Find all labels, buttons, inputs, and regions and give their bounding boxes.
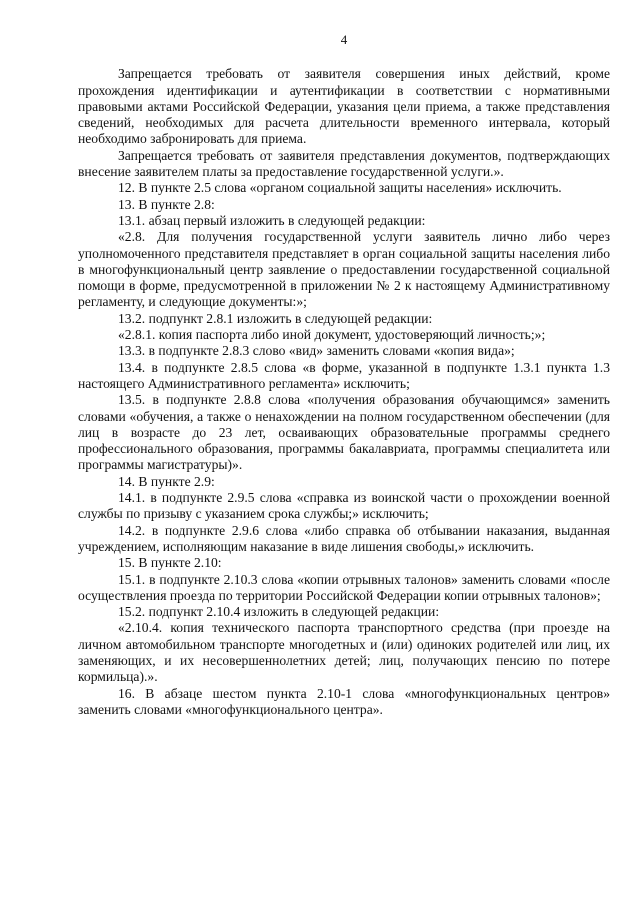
paragraph-prohibition-documents: Запрещается требовать от заявителя представления документов, подтверждающих внесение заявителем платы за предоставление государственной услуги.». [78,147,610,180]
document-page [78,32,610,718]
paragraph-quote-2-10-4: «2.10.4. копия технического паспорта транспортного средства (при проезде на личном автомобильном транспорте многодетных и (или) одиноких родителей или лиц, их заменяющих, и их несовершеннолетних детей; лиц, получающих пенсию по потере кормильца).». [78,620,610,685]
paragraph-item-13-1: 13.1. абзац первый изложить в следующей редакции: [118,212,426,228]
paragraph-item-13-5: 13.5. в подпункте 2.8.8 слова «получения образования обучающимся» заменить словами «обучения, а также о ненахождении на полном государственном обеспечении (для лиц в возрасте до 23 лет, осваивающих образовательные программы среднего профессионального образования, программы бакалавриата, программы специалитета или программы магистратуры)». [78,392,610,473]
paragraph-item-15-2: 15.2. подпункт 2.10.4 изложить в следующей редакции: [118,604,440,620]
paragraph-item-13: 13. В пункте 2.8: [118,196,215,212]
page-number: 4 [340,32,348,47]
paragraph-item-13-4: 13.4. в подпункте 2.8.5 слова «в форме, указанной в подпункте 1.3.1 пункта 1.3 настоящего Административного регламента» исключить; [78,359,610,391]
paragraph-item-15-1: 15.1. в подпункте 2.10.3 слова «копии отрывных талонов» заменить словами «после осуществления проезда по территории Российской Федерации копии отрывных талонов»; [78,571,610,603]
paragraph-item-14-2: 14.2. в подпункте 2.9.6 слова «либо справка об отбывании наказания, выданная учреждением, исполняющим наказание в виде лишения свободы,» исключить. [78,522,610,554]
paragraph-quote-2-8: «2.8. Для получения государственной услуги заявитель лично либо через уполномоченного представителя представляет в орган социальной защиты населения либо в многофункциональный центр заявление о предоставлении государственной социальной помощи в форме, предусмотренной в приложении № 2 к настоящему Административному регламенту, и следующие документы:»; [78,229,610,310]
paragraph-prohibition-actions: Запрещается требовать от заявителя совершения иных действий, кроме прохождения идентификации и аутентификации в соответствии с нормативными правовыми актами Российской Федерации, указания цели приема, а также представления сведений, необходимых для расчета длительности временного интервала, который необходимо забронировать для приема. [78,66,610,147]
paragraph-quote-2-8-1: «2.8.1. копия паспорта либо иной документ, удостоверяющий личность;»; [118,327,546,343]
paragraph-item-16: 16. В абзаце шестом пункта 2.10-1 слова «многофункциональных центров» заменить словами «многофункционального центра». [78,685,610,717]
paragraph-item-13-2: 13.2. подпункт 2.8.1 изложить в следующей редакции: [118,310,433,326]
paragraph-item-14-1: 14.1. в подпункте 2.9.5 слова «справка из воинской части о прохождении военной службы по призыву с указанием срока службы;» исключить; [78,490,610,522]
paragraph-item-14: 14. В пункте 2.9: [118,473,215,489]
paragraph-item-15: 15. В пункте 2.10: [118,555,222,571]
paragraph-item-13-3: 13.3. в подпункте 2.8.3 слово «вид» заменить словами «копия вида»; [118,343,515,359]
paragraph-item-12: 12. В пункте 2.5 слова «органом социальной защиты населения» исключить. [118,180,562,196]
